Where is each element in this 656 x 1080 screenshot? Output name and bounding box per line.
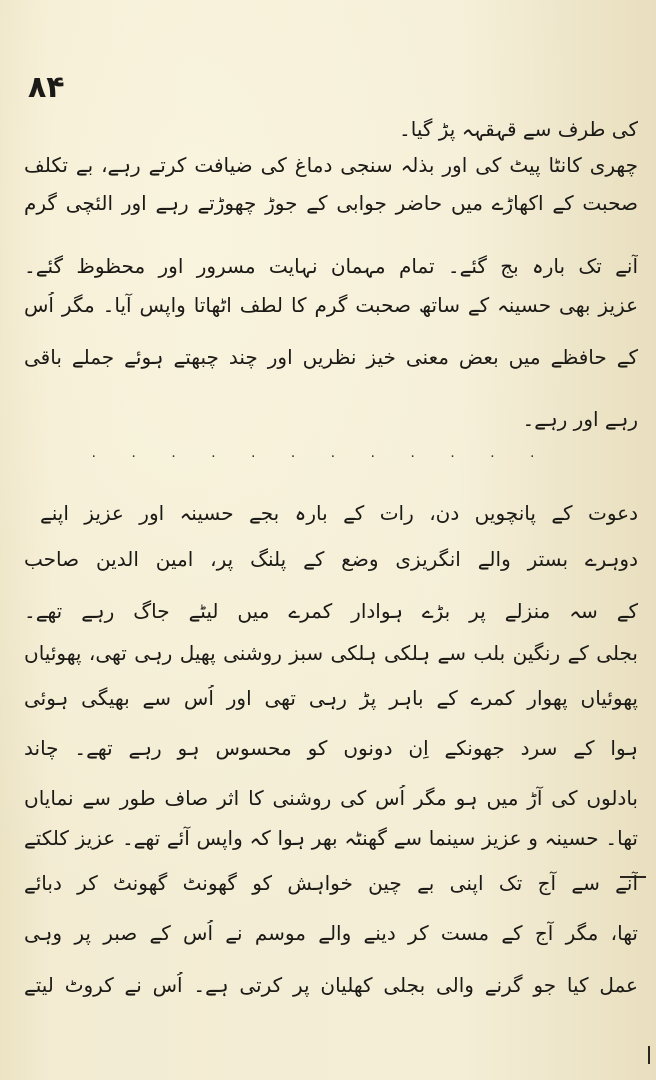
text-line: عزیز بھی حسینہ کے ساتھ صحبت گرم کا لطف اٹھاتا واپس آیا۔ مگر اُس bbox=[24, 293, 638, 317]
text-line: دعوت کے پانچویں دن، رات کے بارہ بجے حسینہ اور عزیز اپنے bbox=[40, 501, 638, 525]
divider-mark: ۰ bbox=[408, 448, 417, 464]
divider-mark: ۰ bbox=[249, 448, 257, 464]
divider-mark: ۰ bbox=[169, 448, 178, 464]
text-line: تھا، مگر آج کے مست کر دینے والے موسم نے اُس کے صبر پر وہی bbox=[24, 921, 638, 945]
text-line: رہے اور رہے۔ bbox=[522, 407, 638, 431]
page-edge-mark bbox=[648, 1046, 650, 1064]
text-line: دوہرے بستر والے انگریزی وضع کے پلنگ پر، امین الدین صاحب bbox=[24, 547, 638, 571]
text-line: کے سہ منزلے پر بڑے ہوادار کمرے میں لیٹے جاگ رہے تھے۔ bbox=[24, 599, 638, 623]
divider-mark: ۰ bbox=[448, 448, 457, 464]
page-number: ۸۴ bbox=[28, 70, 65, 105]
text-line: پھوئیاں پھوار کمرے کے باہر پڑ رہی تھی اور اُس سے بھیگی ہوئی bbox=[24, 686, 638, 710]
text-line: ہوا کے سرد جھونکے اِن دونوں کو محسوس ہو رہے تھے۔ چاند bbox=[24, 736, 638, 760]
text-line: صحبت کے اکھاڑے میں حاضر جوابی کے جوڑ چھوڑتے رہے اور الئچی گرم bbox=[24, 191, 638, 215]
section-divider bbox=[90, 448, 536, 464]
text-line: آنے تک بارہ بج گئے۔ تمام مہمان نہایت مسرور اور محظوظ گئے۔ bbox=[24, 254, 638, 278]
divider-mark: ۰ bbox=[289, 448, 297, 464]
text-line: بادلوں کی آڑ میں ہو مگر اُس کی روشنی کا اثر صاف طور سے نمایاں bbox=[24, 786, 638, 810]
divider-mark: ۰ bbox=[129, 448, 138, 464]
divider-mark: ۰ bbox=[329, 448, 337, 464]
text-line: آنے سے آج تک اپنی بے چین خواہش کو گھونٹ گھونٹ کر دبائے bbox=[24, 871, 638, 895]
divider-mark: ۰ bbox=[90, 448, 98, 464]
margin-pencil-mark bbox=[620, 876, 646, 878]
divider-mark: ۰ bbox=[209, 448, 218, 464]
text-line: تھا۔ حسینہ و عزیز سینما سے گھنٹہ بھر ہوا کہ واپس آئے تھے۔ عزیز کلکتے bbox=[24, 826, 638, 850]
text-line: بجلی کے رنگین بلب سے ہلکی ہلکی سبز روشنی پھیل رہی تھی، پھوئیاں bbox=[24, 641, 638, 665]
text-line: کے حافظے میں بعض معنی خیز نظریں اور چند چبھتے ہوئے جملے باقی bbox=[24, 345, 638, 369]
divider-mark: ۰ bbox=[369, 448, 377, 464]
text-line: چھری کانٹا پیٹ کی اور بذلہ سنجی دماغ کی ضیافت کرتے رہے، بے تکلف bbox=[24, 153, 638, 177]
divider-mark: ۰ bbox=[488, 448, 497, 464]
text-line: عمل کیا جو گرنے والی بجلی کھلیان پر کرتی ہے۔ اُس نے کروٹ لیتے bbox=[24, 973, 638, 997]
text-line: کی طرف سے قہقہہ پڑ گیا۔ bbox=[399, 117, 638, 141]
divider-mark: ۰ bbox=[528, 448, 536, 464]
